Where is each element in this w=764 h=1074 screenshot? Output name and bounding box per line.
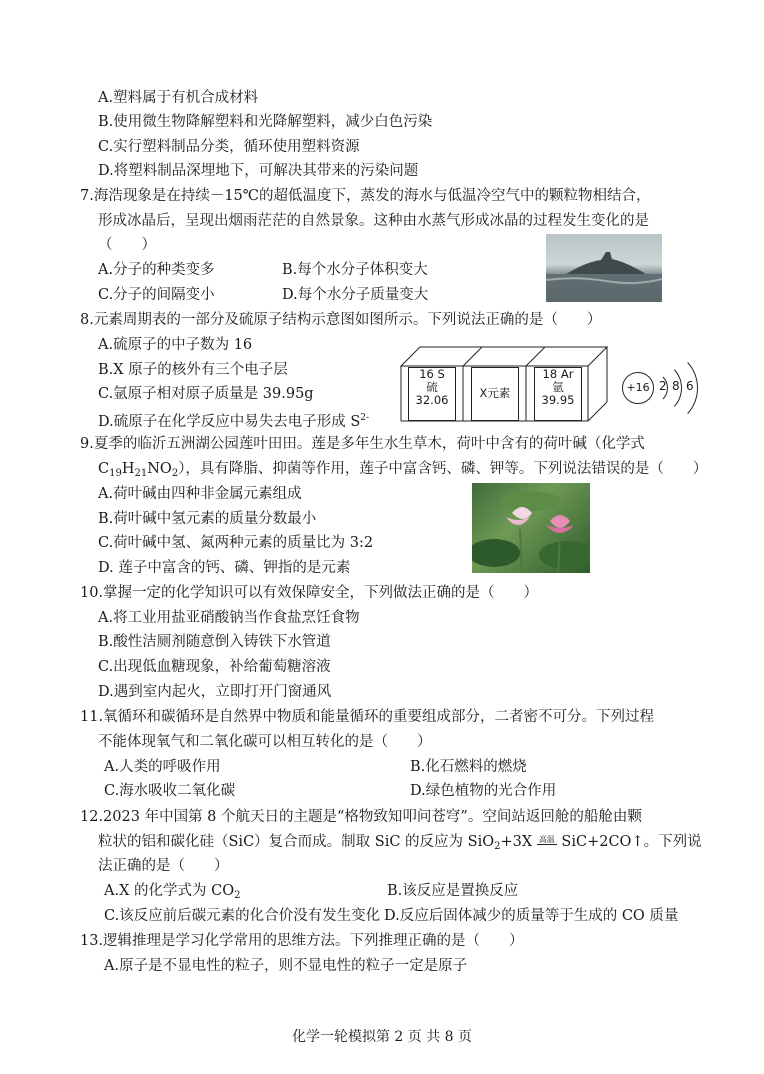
q12-line2-sub: 2 — [494, 841, 501, 852]
sea-fog-photo — [546, 234, 662, 302]
q10-option-b: B.酸性洁厕剂随意倒入铸铁下水管道 — [98, 634, 331, 650]
q9-stem-line1: 9.夏季的临沂五洲湖公园莲叶田田。莲是多年生水生草木，荷叶中含有的荷叶碱（化学式 — [80, 436, 645, 452]
argon-cell — [534, 367, 582, 421]
q12-line2-part1: 粒状的铝和碳化硅（SiC）复合而成。制取 SiC 的反应为 SiO — [98, 834, 495, 850]
q7-option-c: C.分子的间隔变小 — [98, 287, 215, 303]
sulfur-name: 硫 — [426, 380, 438, 394]
island-silhouette — [546, 234, 662, 302]
shell-1-count: 2 — [659, 379, 667, 393]
shell-3-count: 6 — [686, 379, 694, 393]
q7-stem-line3: （ ） — [98, 237, 156, 253]
q10-stem: 10.掌握一定的化学知识可以有效保障安全，下列做法正确的是（ ） — [80, 585, 539, 601]
q9-option-c: C.荷叶碱中氢、氮两种元素的质量比为 3:2 — [98, 535, 374, 551]
q11-option-d: D.绿色植物的光合作用 — [410, 783, 557, 799]
q7-option-b: B.每个水分子体积变大 — [282, 262, 428, 278]
q12-option-a-text: A.X 的化学式为 CO — [104, 883, 235, 899]
q11-stem-line2: 不能体现氧气和二氧化碳可以相互转化的是（ ） — [98, 734, 432, 750]
q6-option-c: C.实行塑料制品分类，循环使用塑料资源 — [98, 139, 360, 155]
sulfur-cell — [408, 367, 456, 421]
q6-option-a: A.塑料属于有机合成材料 — [98, 90, 259, 106]
periodic-table-excerpt — [400, 346, 608, 422]
q8-option-b: B.X 原子的核外有三个电子层 — [98, 362, 288, 378]
lotus-photo — [472, 483, 590, 573]
q9-option-d: D. 莲子中富含的钙、磷、钾指的是元素 — [98, 560, 351, 576]
formula-n-sub: 2 — [171, 468, 179, 479]
q8-option-d-text: D.硫原子在化学反应中易失去电子形成 S — [98, 414, 361, 430]
q12-option-c: C.该反应前后碳元素的化合价没有发生变化 — [104, 908, 381, 924]
q7-stem-line2: 形成冰晶后，呈现出烟雨茫茫的自然景象。这种由水蒸气形成冰晶的过程发生变化的是 — [98, 213, 649, 229]
q11-option-a: A.人类的呼吸作用 — [104, 759, 221, 775]
sulfur-mass: 32.06 — [415, 393, 449, 407]
page-footer: 化学一轮模拟第 2 页 共 8 页 — [291, 1029, 473, 1045]
sulfur-atom-diagram — [622, 352, 702, 422]
q11-stem-line1: 11.氧循环和碳循环是自然界中物质和能量循环的重要组成部分，二者密不可分。下列过程 — [80, 709, 655, 725]
q12-option-a — [104, 881, 240, 906]
formula-h-sub: 21 — [134, 468, 148, 479]
q8-option-d-charge: 2- — [360, 413, 370, 423]
q10-option-d: D.遇到室内起火，立即打开门窗通风 — [98, 684, 332, 700]
q9-stem-line2 — [98, 459, 707, 484]
q8-option-d — [98, 408, 369, 432]
q11-option-c: C.海水吸收二氧化碳 — [104, 783, 236, 799]
q7-option-d: D.每个水分子质量变大 — [282, 287, 429, 303]
q6-option-b: B.使用微生物降解塑料和光降解塑料，减少白色污染 — [98, 114, 433, 130]
q6-option-d: D.将塑料制品深埋地下，可解决其带来的污染问题 — [98, 163, 419, 179]
q10-option-a: A.将工业用盐亚硝酸钠当作食盐烹饪食物 — [98, 610, 360, 626]
q13-option-a: A.原子是不显电性的粒子，则不显电性的粒子一定是原子 — [104, 958, 468, 974]
q12-line2-part3: SiC+2CO↑。下列说 — [556, 834, 702, 850]
q12-stem-line1: 12.2023 年中国第 8 个航天日的主题是“格物致知叩问苍穹”。空间站返回舱的船舱由颗 — [80, 809, 642, 825]
q12-option-d: D.反应后固体减少的质量等于生成的 CO 质量 — [384, 908, 679, 924]
x-element-cell — [471, 367, 519, 421]
q9-option-a: A.荷叶碱由四种非金属元素组成 — [98, 486, 302, 502]
formula-n: NO — [147, 461, 172, 477]
q7-option-a: A.分子的种类变多 — [98, 262, 215, 278]
sulfur-number: 16 S — [419, 367, 445, 381]
q8-option-a: A.硫原子的中子数为 16 — [98, 337, 253, 353]
q13-stem: 13.逻辑推理是学习化学常用的思维方法。下列推理正确的是（ ） — [80, 933, 524, 949]
shell-2-count: 8 — [672, 379, 680, 393]
x-element-name: X元素 — [479, 386, 511, 400]
q12-stem-line3: 法正确的是（ ） — [98, 858, 229, 874]
formula-c-sub: 19 — [109, 468, 122, 479]
q9-option-b: B.荷叶碱中氢元素的质量分数最小 — [98, 511, 317, 527]
q12-option-a-sub: 2 — [234, 890, 241, 901]
argon-number: 18 Ar — [542, 367, 574, 381]
q8-stem: 8.元素周期表的一部分及硫原子结构示意图如图所示。下列说法正确的是（ ） — [80, 312, 602, 328]
q8-option-c: C.氩原子相对原子质量是 39.95g — [98, 386, 314, 402]
formula-c: C — [98, 461, 110, 477]
q12-line2-part2: +3X — [500, 834, 537, 850]
formula-h: H — [121, 461, 135, 477]
q9-stem-line2-rest: ），具有降脂、抑菌等作用，莲子中富含钙、磷、钾等。下列说法错误的是（ ） — [178, 461, 708, 477]
argon-mass: 39.95 — [541, 393, 575, 407]
q11-option-b: B.化石燃料的燃烧 — [410, 759, 527, 775]
q12-option-b: B.该反应是置换反应 — [387, 883, 519, 899]
q7-stem-line1: 7.海浩现象是在持续－15℃的超低温度下，蒸发的海水与低温冷空气中的颗粒物相结合， — [80, 188, 651, 204]
q10-option-c: C.出现低血糖现象，补给葡萄糖溶液 — [98, 659, 331, 675]
lotus-flowers — [472, 483, 590, 573]
argon-name: 氩 — [552, 380, 564, 394]
atom-nucleus: +16 — [622, 372, 654, 404]
reaction-condition: 高温 — [538, 835, 555, 844]
q12-stem-line2 — [98, 832, 702, 857]
